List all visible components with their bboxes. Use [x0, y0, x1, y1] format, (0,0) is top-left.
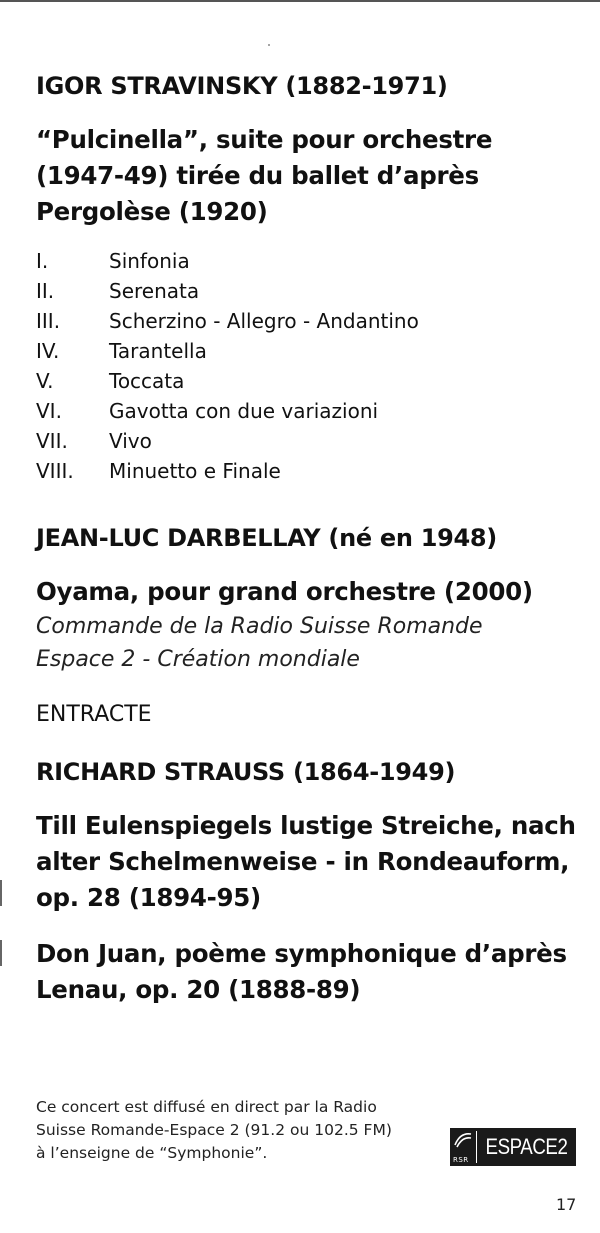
movement-title: Sinfonia — [109, 249, 190, 273]
work-title-oyama: Oyama, pour grand orchestre (2000) — [36, 577, 533, 606]
rsr-emblem-icon — [453, 1131, 473, 1149]
work-title-line: Pergolèse (1920) — [36, 197, 268, 226]
composer-heading: RICHARD STRAUSS (1864-1949) — [36, 758, 456, 786]
broadcast-note — [36, 1096, 446, 1165]
movement-item — [36, 426, 576, 456]
work-title-till-eulenspiegel — [36, 808, 576, 916]
movement-number: VIII. — [36, 459, 74, 483]
work-title-pulcinella — [36, 122, 576, 230]
rsr-mark — [450, 1128, 476, 1166]
movement-number: V. — [36, 369, 54, 393]
work-title-line: Don Juan, poème symphonique d’après — [36, 939, 567, 968]
margin-mark — [0, 880, 2, 906]
espace2-logo — [450, 1128, 576, 1166]
work-title-line: op. 28 (1894-95) — [36, 883, 261, 912]
work-subtitle-line: Commande de la Radio Suisse Romande — [36, 614, 483, 639]
composer-heading: IGOR STRAVINSKY (1882-1971) — [36, 72, 448, 100]
movement-number: III. — [36, 309, 61, 333]
logo-text: ESPACE2 — [485, 1134, 568, 1159]
work-title-line: “Pulcinella”, suite pour orchestre — [36, 125, 493, 154]
movement-item — [36, 456, 576, 486]
composer-heading: JEAN-LUC DARBELLAY (né en 1948) — [36, 524, 497, 552]
movement-item — [36, 276, 576, 306]
movement-title: Gavotta con due variazioni — [109, 399, 379, 423]
work-subtitle-line: Espace 2 - Création mondiale — [36, 647, 360, 672]
movement-title: Scherzino - Allegro - Andantino — [109, 309, 419, 333]
work-title-line: alter Schelmenweise - in Rondeauform, — [36, 847, 570, 876]
movement-item — [36, 366, 576, 396]
work-title-line: Lenau, op. 20 (1888-89) — [36, 975, 361, 1004]
broadcast-note-line: Ce concert est diffusé en direct par la Radio — [36, 1098, 377, 1116]
movement-title: Serenata — [109, 279, 200, 303]
movement-list — [36, 246, 576, 486]
movement-title: Toccata — [109, 369, 185, 393]
logo-separator — [476, 1131, 477, 1163]
work-title-line: Till Eulenspiegels lustige Streiche, nach — [36, 811, 576, 840]
movement-item — [36, 336, 576, 366]
movement-item — [36, 246, 576, 276]
movement-number: VI. — [36, 399, 62, 423]
margin-mark — [0, 940, 2, 966]
movement-item — [36, 306, 576, 336]
movement-number: VII. — [36, 429, 68, 453]
top-rule — [0, 0, 600, 2]
movement-title: Tarantella — [109, 339, 207, 363]
scan-speck — [268, 44, 270, 46]
program-page — [36, 70, 576, 1008]
rsr-mark-text: RSR — [453, 1156, 469, 1164]
intermission-label: ENTRACTE — [36, 702, 152, 727]
movement-number: II. — [36, 279, 55, 303]
movement-title: Vivo — [109, 429, 152, 453]
movement-title: Minuetto e Finale — [109, 459, 281, 483]
movement-number: IV. — [36, 339, 60, 363]
movement-item — [36, 396, 576, 426]
page-number: 17 — [556, 1195, 577, 1214]
work-title-line: (1947-49) tirée du ballet d’après — [36, 161, 479, 190]
broadcast-note-line: à l’enseigne de “Symphonie”. — [36, 1144, 268, 1162]
broadcast-note-line: Suisse Romande-Espace 2 (91.2 ou 102.5 FM) — [36, 1121, 392, 1139]
movement-number: I. — [36, 249, 49, 273]
work-title-don-juan — [36, 936, 576, 1008]
